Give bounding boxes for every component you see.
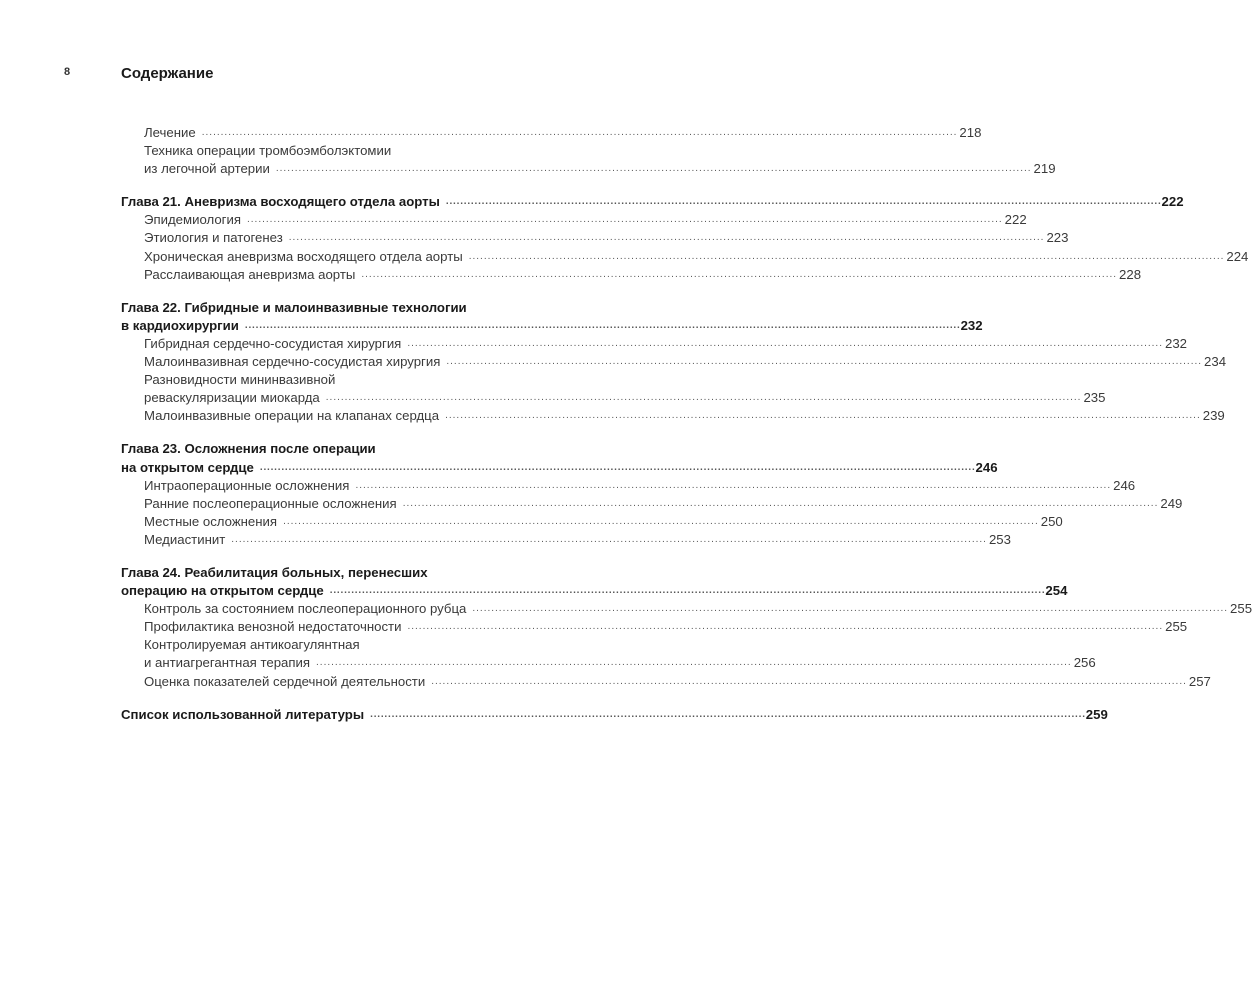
toc-entry[interactable]	[121, 513, 1063, 531]
toc-line	[121, 582, 1068, 600]
toc-page-number: 246	[1113, 477, 1136, 493]
toc-entry[interactable]	[121, 229, 1069, 247]
toc-line	[121, 600, 1252, 618]
dot-leader: ........................................................................................................................................................................................................	[201, 127, 958, 138]
toc-entry[interactable]	[121, 142, 1056, 178]
dot-leader: ........................................................................................................................................................................................................	[445, 196, 1162, 208]
dot-leader: ........................................................................................................................................................................................................	[431, 675, 1187, 687]
toc-entry[interactable]	[121, 636, 1096, 672]
page-title: Содержание	[121, 65, 214, 82]
toc-entry-title: из легочной артерии	[144, 161, 270, 177]
toc-entry-title: Эпидемиология	[144, 212, 241, 228]
toc-entry-title: Техника операции тромбоэмболэктомии	[144, 143, 392, 159]
toc-line	[121, 299, 551, 317]
toc-page-number: 228	[1119, 266, 1142, 282]
toc-entry-title: Малоинвазивные операции на клапанах сердца	[144, 408, 440, 424]
toc-line	[121, 229, 1069, 247]
toc-line	[121, 160, 1056, 178]
toc-entry-title: реваскуляризации миокарда	[144, 390, 320, 406]
dot-leader: ........................................................................................................................................................................................................	[355, 479, 1112, 491]
toc-page-number: 254	[1045, 583, 1068, 599]
toc-entry-title: Глава 21. Аневризма восходящего отдела аорты	[121, 194, 440, 210]
toc-entry[interactable]	[121, 477, 1136, 495]
toc-line	[121, 564, 551, 582]
toc-page-number: 234	[1204, 354, 1227, 370]
toc-line	[121, 706, 1108, 724]
dot-leader: ........................................................................................................................................................................................................	[283, 515, 1039, 527]
toc-line	[121, 193, 1184, 211]
toc-line	[121, 142, 551, 160]
dot-leader: ........................................................................................................................................................................................................	[370, 708, 1086, 720]
toc-entry[interactable]	[121, 266, 1142, 284]
toc-page-number: 219	[1033, 161, 1056, 177]
toc-page-number: 232	[960, 317, 983, 333]
toc-entry[interactable]	[121, 531, 1011, 549]
toc-page-number: 259	[1085, 706, 1108, 722]
toc-line	[121, 389, 1106, 407]
toc-line	[121, 371, 551, 389]
toc-page-number: 255	[1165, 619, 1188, 635]
table-of-contents	[121, 124, 1252, 739]
dot-leader: ........................................................................................................................................................................................................	[275, 163, 1032, 175]
toc-entry-title: Оценка показателей сердечной деятельности	[144, 673, 426, 689]
toc-entry-title: и антиагрегантная терапия	[144, 655, 311, 671]
page-number: 8	[64, 66, 71, 78]
toc-page-number: 253	[988, 531, 1011, 547]
toc-page-number: 239	[1202, 408, 1225, 424]
toc-page-number: 250	[1040, 513, 1063, 529]
dot-leader: ........................................................................................................................................................................................................	[472, 603, 1229, 615]
toc-entry[interactable]	[121, 248, 1249, 266]
dot-leader: ........................................................................................................................................................................................................	[446, 356, 1203, 368]
dot-leader: ........................................................................................................................................................................................................	[259, 461, 976, 473]
toc-chapter-entry[interactable]	[121, 706, 1108, 724]
dot-leader: ........................................................................................................................................................................................................	[288, 232, 1045, 244]
dot-leader: ........................................................................................................................................................................................................	[407, 621, 1164, 633]
toc-entry-title: Глава 23. Осложнения после операции	[121, 441, 376, 457]
toc-entry-title: в кардиохирургии	[121, 317, 239, 333]
toc-line	[121, 353, 1227, 371]
toc-section	[121, 706, 1108, 724]
toc-entry[interactable]	[121, 353, 1227, 371]
toc-line	[121, 266, 1142, 284]
toc-page-number: 256	[1073, 655, 1096, 671]
toc-page-number: 223	[1046, 230, 1069, 246]
toc-page-number: 218	[959, 125, 982, 140]
toc-line	[121, 440, 551, 458]
dot-leader: ........................................................................................................................................................................................................	[316, 657, 1072, 669]
toc-entry-title: Интраоперационные осложнения	[144, 477, 350, 493]
toc-entry-title: Местные осложнения	[144, 513, 278, 529]
dot-leader: ........................................................................................................................................................................................................	[445, 410, 1201, 422]
toc-entry[interactable]	[121, 407, 1225, 425]
toc-entry-title: Разновидности мининвазивной	[144, 372, 336, 388]
toc-section	[121, 564, 1252, 691]
toc-entry-title: Лечение	[144, 125, 196, 140]
toc-line	[121, 317, 983, 335]
toc-line	[121, 673, 1211, 691]
toc-entry-title: операцию на открытом сердце	[121, 583, 324, 599]
toc-entry-title: Контролируемая антикоагулянтная	[144, 637, 360, 653]
toc-entry-title: Глава 24. Реабилитация больных, перенесших	[121, 564, 428, 580]
toc-page-number: 235	[1083, 390, 1106, 406]
toc-chapter-entry[interactable]	[121, 193, 1184, 211]
dot-leader: ........................................................................................................................................................................................................	[231, 533, 987, 545]
toc-section	[121, 299, 1227, 426]
toc-line	[121, 407, 1225, 425]
toc-line	[121, 211, 1027, 229]
dot-leader: ........................................................................................................................................................................................................	[325, 392, 1082, 404]
toc-entry[interactable]	[121, 618, 1188, 636]
dot-leader: ........................................................................................................................................................................................................	[361, 268, 1118, 280]
toc-entry[interactable]	[121, 335, 1188, 353]
toc-page-number: 246	[975, 459, 998, 475]
toc-section	[121, 124, 1056, 178]
dot-leader: ........................................................................................................................................................................................................	[329, 585, 1046, 597]
toc-line	[121, 248, 1249, 266]
toc-chapter-entry[interactable]	[121, 564, 1068, 600]
toc-entry-title: Контроль за состоянием послеоперационного рубца	[144, 601, 467, 617]
dot-leader: ........................................................................................................................................................................................................	[244, 319, 961, 331]
toc-page-number: 257	[1188, 673, 1211, 689]
toc-entry[interactable]	[121, 673, 1211, 691]
toc-chapter-entry[interactable]	[121, 440, 998, 476]
toc-entry[interactable]	[121, 495, 1183, 513]
toc-line	[121, 636, 551, 654]
toc-entry[interactable]	[121, 211, 1027, 229]
toc-line	[121, 459, 998, 477]
toc-entry-title: Расслаивающая аневризма аорты	[144, 266, 356, 282]
dot-leader: ........................................................................................................................................................................................................	[402, 497, 1159, 509]
toc-entry-title: на открытом сердце	[121, 459, 254, 475]
toc-line	[121, 477, 1136, 495]
toc-page-number: 222	[1161, 194, 1184, 210]
toc-entry-title: Список использованной литературы	[121, 706, 365, 722]
toc-line	[121, 531, 1011, 549]
dot-leader: ........................................................................................................................................................................................................	[407, 337, 1163, 349]
toc-chapter-entry[interactable]	[121, 299, 983, 335]
toc-line	[121, 495, 1183, 513]
toc-entry-title: Хроническая аневризма восходящего отдела аорты	[144, 248, 463, 264]
toc-entry-title: Гибридная сердечно-сосудистая хирургия	[144, 335, 402, 351]
toc-entry[interactable]	[121, 124, 982, 142]
toc-entry[interactable]	[121, 600, 1252, 618]
toc-page-number: 232	[1165, 335, 1188, 351]
toc-line	[121, 124, 982, 142]
toc-line	[121, 513, 1063, 531]
toc-entry-title: Малоинвазивная сердечно-сосудистая хирургия	[144, 354, 441, 370]
toc-page-number: 224	[1226, 248, 1249, 264]
toc-line	[121, 654, 1096, 672]
toc-entry-title: Профилактика венозной недостаточности	[144, 619, 402, 635]
dot-leader: ........................................................................................................................................................................................................	[468, 250, 1225, 262]
toc-entry-title: Этиология и патогенез	[144, 230, 283, 246]
toc-entry-title: Ранние послеоперационные осложнения	[144, 495, 397, 511]
toc-page-number: 249	[1160, 495, 1183, 511]
toc-section	[121, 440, 1183, 549]
toc-entry[interactable]	[121, 371, 1106, 407]
toc-line	[121, 618, 1188, 636]
toc-entry-title: Медиастинит	[144, 531, 226, 547]
toc-section	[121, 193, 1249, 283]
toc-entry-title: Глава 22. Гибридные и малоинвазивные технологии	[121, 299, 467, 315]
toc-line	[121, 335, 1188, 353]
dot-leader: ........................................................................................................................................................................................................	[247, 214, 1003, 226]
toc-page-number: 222	[1004, 212, 1027, 228]
toc-page-number: 255	[1230, 601, 1252, 617]
